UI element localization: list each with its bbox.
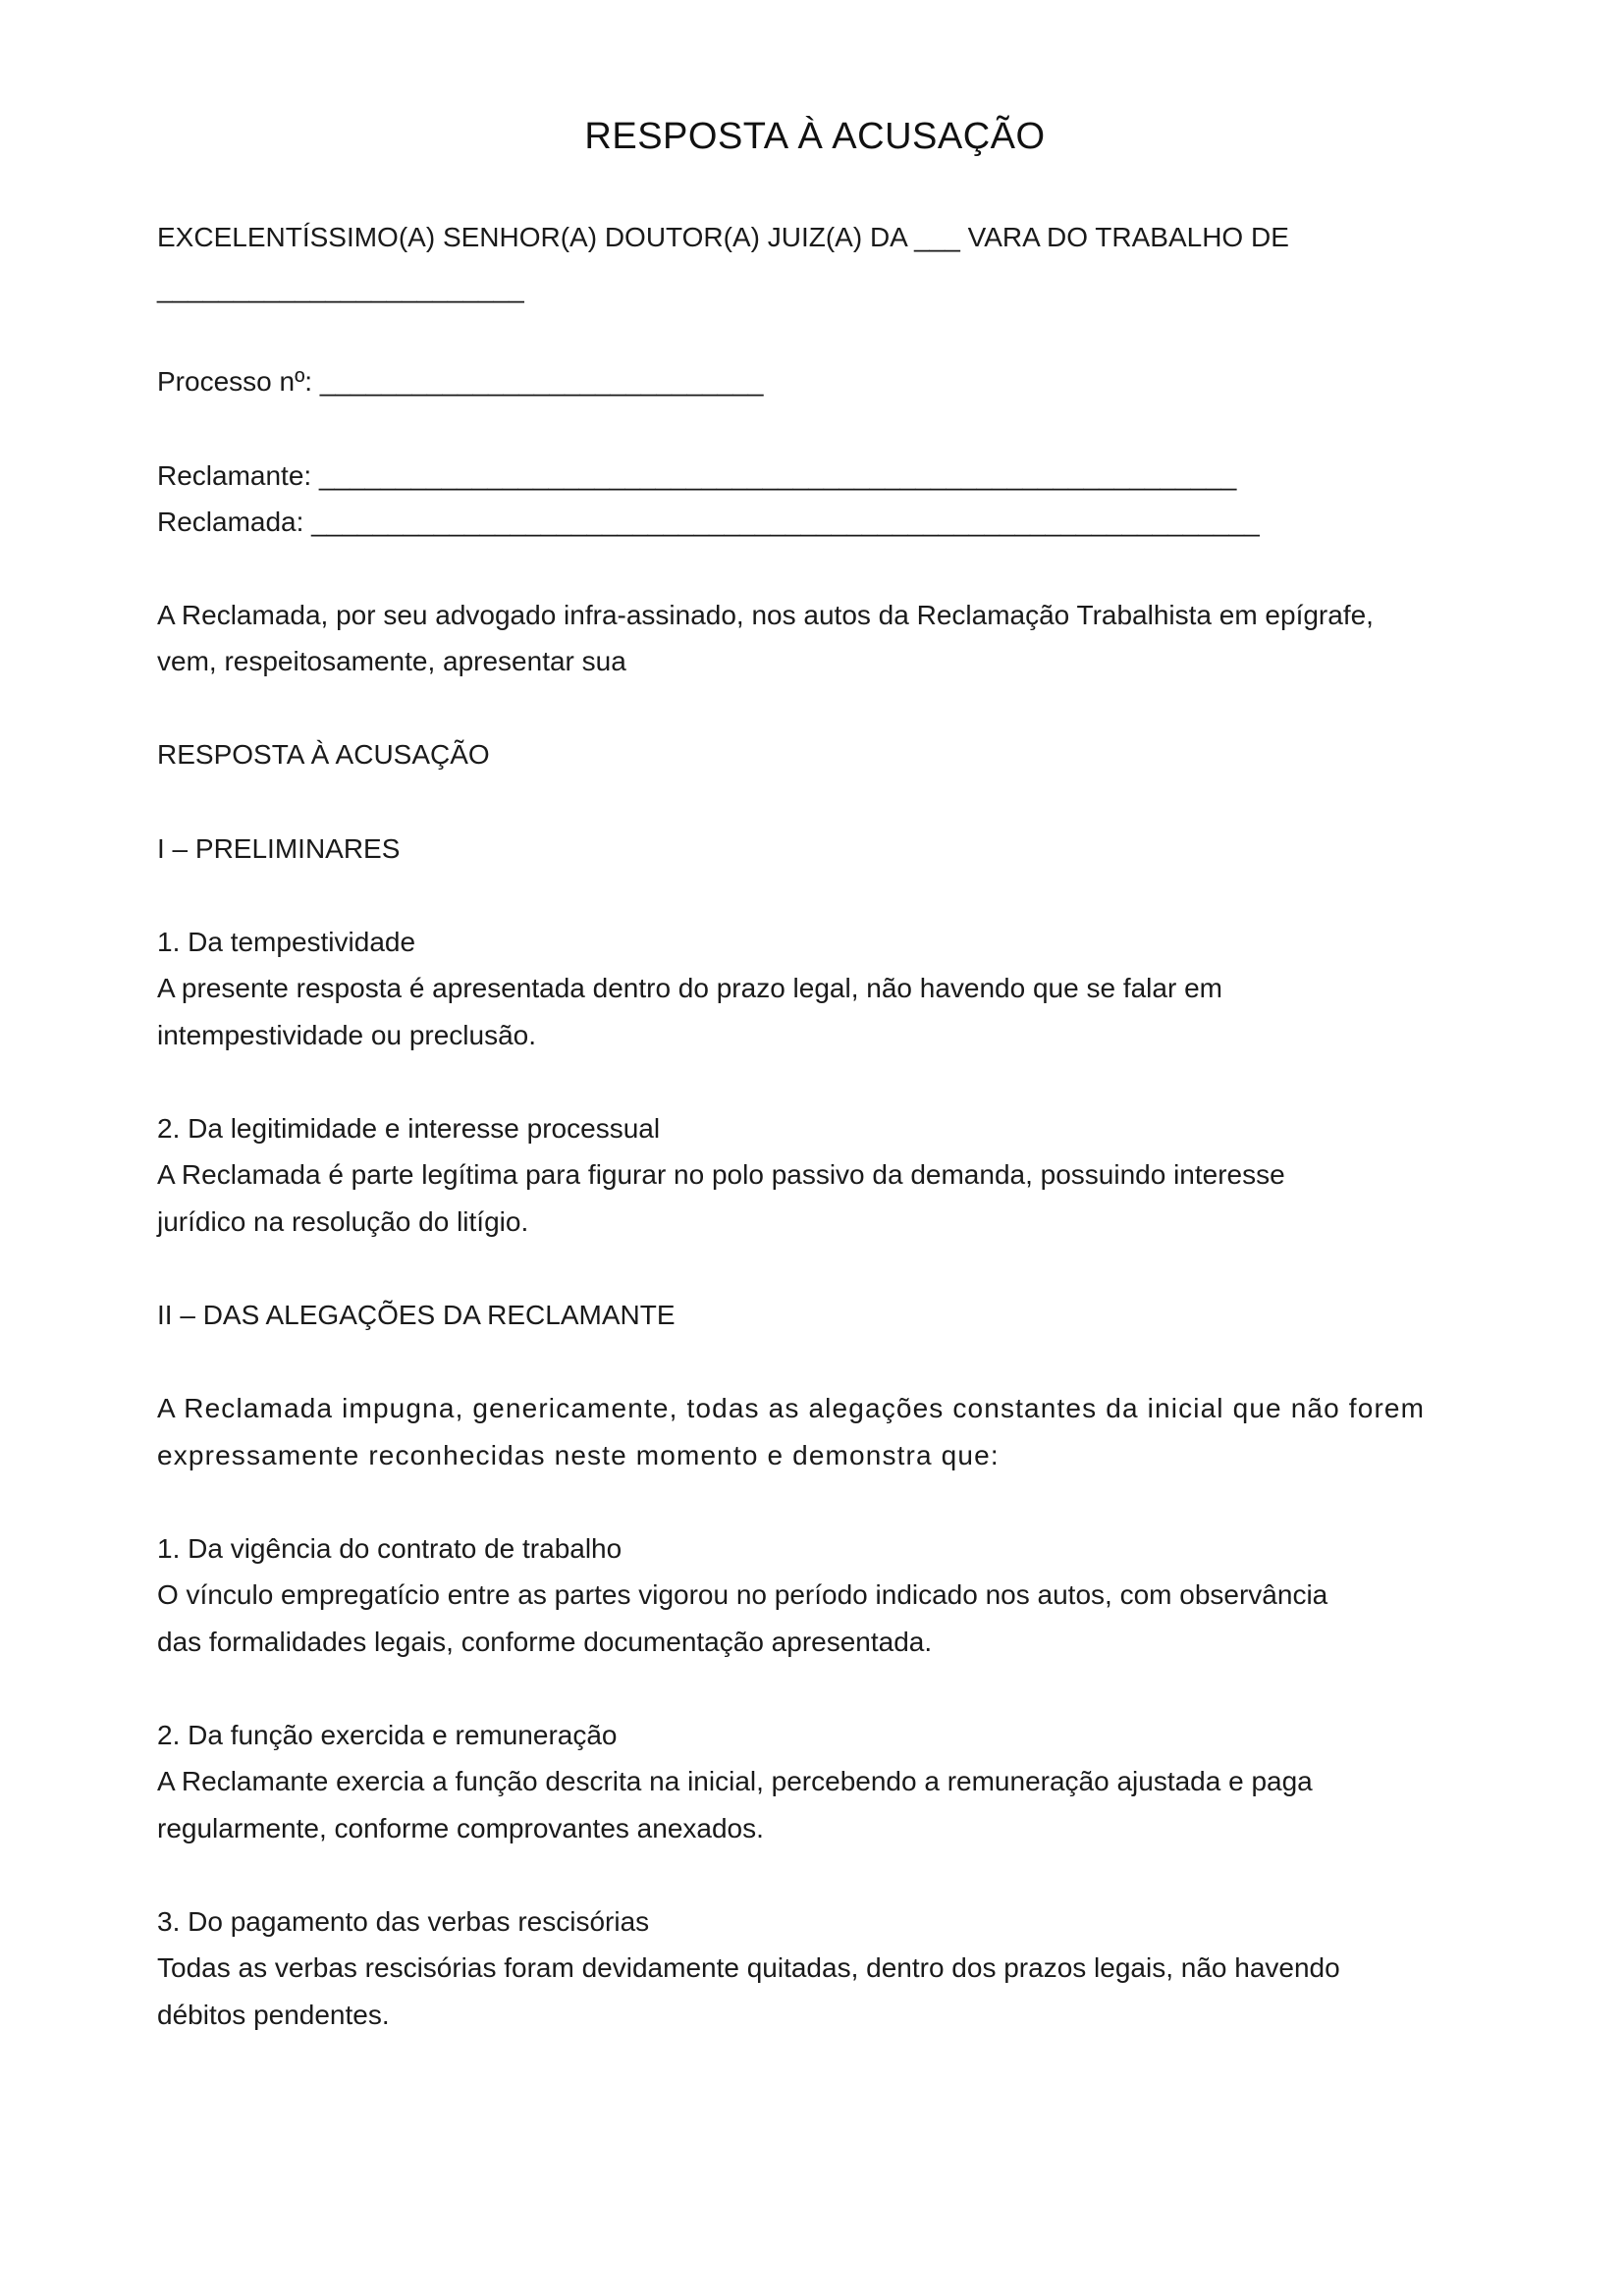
reclamada-field: Reclamada: ______________________________________________________________	[157, 507, 1260, 537]
s2-item-1-text-line-1: O vínculo empregatício entre as partes vigorou no período indicado nos autos, com observância	[157, 1579, 1328, 1610]
addressee-line-1: EXCELENTÍSSIMO(A) SENHOR(A) DOUTOR(A) JUIZ(A) DA ___ VARA DO TRABALHO DE	[157, 222, 1289, 252]
document-title: RESPOSTA À ACUSAÇÃO	[584, 116, 1046, 157]
s1-item-2-text-line-1: A Reclamada é parte legítima para figurar no polo passivo da demanda, possuindo interesse	[157, 1159, 1285, 1190]
s2-item-1-heading: 1. Da vigência do contrato de trabalho	[157, 1533, 623, 1564]
addressee-line-2: ________________________	[157, 273, 524, 303]
reclamante-field: Reclamante: ____________________________________________________________	[157, 460, 1237, 491]
s2-item-3-text-line-1: Todas as verbas rescisórias foram devidamente quitadas, dentro dos prazos legais, não havendo	[157, 1952, 1340, 1983]
s2-item-2-text-line-1: A Reclamante exercia a função descrita na inicial, percebendo a remuneração ajustada e paga	[157, 1766, 1313, 1796]
document-subtitle: RESPOSTA À ACUSAÇÃO	[157, 739, 490, 770]
s2-item-2-text-line-2: regularmente, conforme comprovantes anexados.	[157, 1813, 764, 1843]
intro-paragraph-line-1: A Reclamada, por seu advogado infra-assinado, nos autos da Reclamação Trabalhista em epígrafe,	[157, 600, 1374, 630]
processo-field: Processo nº: _____________________________	[157, 366, 764, 397]
s1-item-2-heading: 2. Da legitimidade e interesse processual	[157, 1113, 661, 1144]
s2-intro-line-1: A Reclamada impugna, genericamente, todas as alegações constantes da inicial que não forem	[157, 1393, 1426, 1423]
s1-item-1-text-line-1: A presente resposta é apresentada dentro do prazo legal, não havendo que se falar em	[157, 973, 1222, 1003]
s1-item-1-text-line-2: intempestividade ou preclusão.	[157, 1020, 537, 1050]
s1-item-2-text-line-2: jurídico na resolução do litígio.	[157, 1206, 529, 1237]
s2-item-3-text-line-2: débitos pendentes.	[157, 2000, 390, 2030]
section-1-heading: I – PRELIMINARES	[157, 833, 401, 864]
s2-intro-line-2: expressamente reconhecidas neste momento e demonstra que:	[157, 1440, 1000, 1470]
intro-paragraph-line-2: vem, respeitosamente, apresentar sua	[157, 646, 626, 676]
s1-item-1-heading: 1. Da tempestividade	[157, 927, 416, 957]
s2-item-2-heading: 2. Da função exercida e remuneração	[157, 1720, 618, 1750]
s2-item-3-heading: 3. Do pagamento das verbas rescisórias	[157, 1906, 650, 1937]
s2-item-1-text-line-2: das formalidades legais, conforme documentação apresentada.	[157, 1627, 933, 1657]
section-2-heading: II – DAS ALEGAÇÕES DA RECLAMANTE	[157, 1300, 676, 1330]
